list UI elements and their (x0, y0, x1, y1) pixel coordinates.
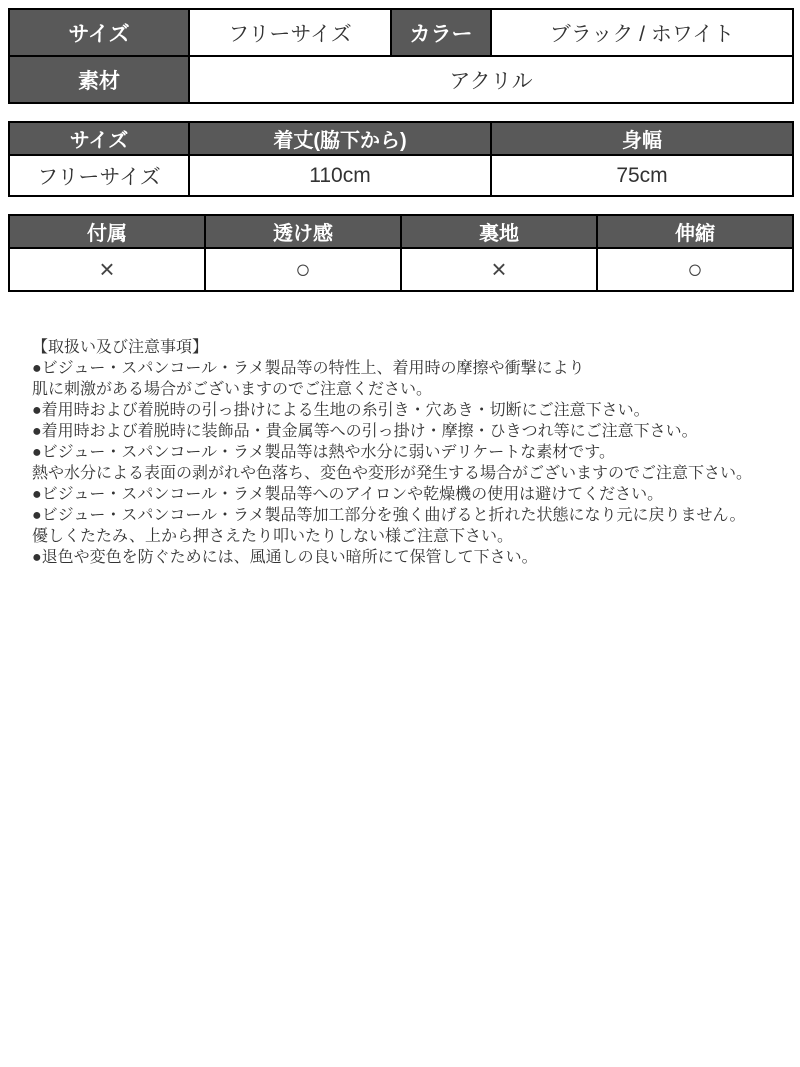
material-header-cell: 素材 (9, 56, 189, 103)
care-notes-title: 【取扱い及び注意事項】 (32, 339, 209, 356)
features-sheerness-mark: ○ (205, 248, 401, 291)
features-header-row (9, 215, 793, 248)
size-header-cell: サイズ (9, 9, 189, 56)
spec-row-material (9, 56, 793, 103)
care-note-line: ●着用時および着脱時に装飾品・貴金属等への引っ掛け・摩擦・ひきつれ等にご注意下さい。 (32, 423, 698, 440)
care-note-line: ●ビジュー・スパンコール・ラメ製品等加工部分を強く曲げると折れた状態になり元に戻りません。 (32, 507, 746, 524)
measurements-table (8, 121, 794, 197)
measurements-header-size: サイズ (9, 122, 189, 155)
care-note-line: 熱や水分による表面の剥がれや色落ち、変色や変形が発生する場合がございますのでご注意下さい。 (32, 465, 753, 482)
care-note-line: 肌に刺激がある場合がございますのでご注意ください。 (32, 381, 433, 398)
measurements-width-value: 75cm (491, 155, 793, 196)
features-header-stretch: 伸縮 (597, 215, 793, 248)
features-header-lining: 裏地 (401, 215, 597, 248)
care-note-line: ●ビジュー・スパンコール・ラメ製品等の特性上、着用時の摩擦や衝撃により (32, 360, 585, 377)
features-data-row (9, 248, 793, 291)
measurements-length-value: 110cm (189, 155, 491, 196)
features-accessory-mark: × (9, 248, 205, 291)
product-spec-page (0, 8, 800, 1067)
measurements-header-length: 着丈(脇下から) (189, 122, 491, 155)
spec-row-size-color (9, 9, 793, 56)
size-value-cell: フリーサイズ (189, 9, 391, 56)
features-header-sheerness: 透け感 (205, 215, 401, 248)
care-note-line: ●着用時および着脱時の引っ掛けによる生地の糸引き・穴あき・切断にご注意下さい。 (32, 402, 650, 419)
care-notes (32, 337, 780, 568)
measurements-data-row (9, 155, 793, 196)
features-lining-mark: × (401, 248, 597, 291)
color-header-cell: カラー (391, 9, 491, 56)
measurements-size-value: フリーサイズ (9, 155, 189, 196)
care-note-line: ●退色や変色を防ぐためには、風通しの良い暗所にて保管して下さい。 (32, 549, 538, 566)
features-table (8, 214, 794, 292)
features-header-accessory: 付属 (9, 215, 205, 248)
spec-table (8, 8, 794, 104)
material-value-cell: アクリル (189, 56, 793, 103)
color-value-cell: ブラック / ホワイト (491, 9, 793, 56)
measurements-header-width: 身幅 (491, 122, 793, 155)
care-note-line: 優しくたたみ、上から押さえたり叩いたりしない様ご注意下さい。 (32, 528, 513, 545)
features-stretch-mark: ○ (597, 248, 793, 291)
care-note-line: ●ビジュー・スパンコール・ラメ製品等へのアイロンや乾燥機の使用は避けてください。 (32, 486, 664, 503)
measurements-header-row (9, 122, 793, 155)
care-note-line: ●ビジュー・スパンコール・ラメ製品等は熱や水分に弱いデリケートな素材です。 (32, 444, 615, 461)
